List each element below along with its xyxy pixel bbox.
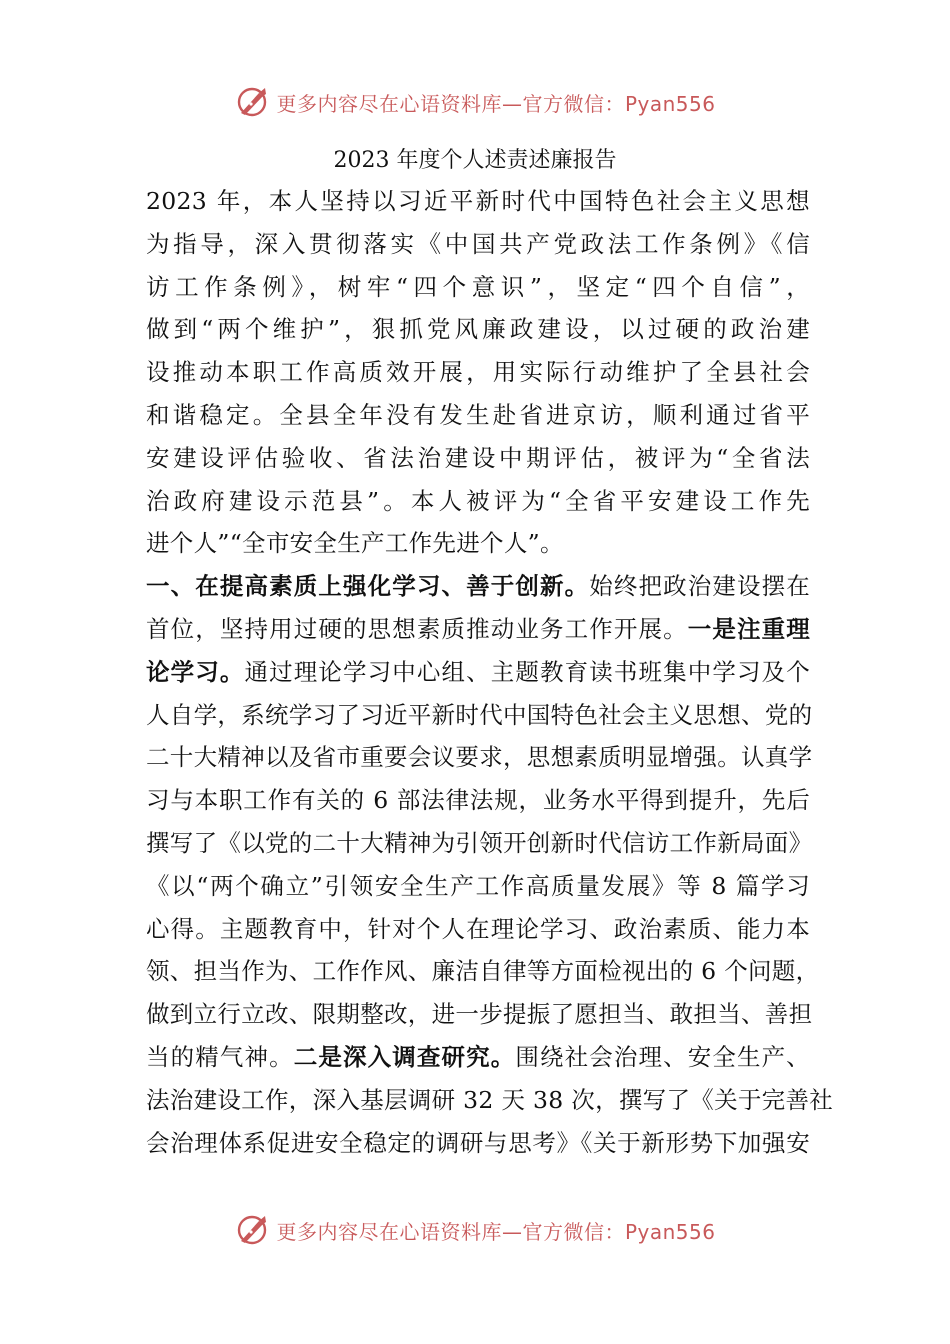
body-line (146, 308, 810, 351)
body-line (146, 522, 810, 565)
body-line (146, 736, 813, 779)
body-line (146, 565, 810, 608)
body-line (146, 394, 810, 437)
body-line (146, 694, 813, 737)
body-text-segment: 首位，坚持用过硬的思想素质推动业务工作开展。 (146, 614, 688, 643)
bold-heading-text: 二是深入调查研究。 (293, 1042, 516, 1071)
body-line (146, 779, 810, 822)
watermark-text: 更多内容尽在心语资料库—官方微信：Pyan556 (276, 1219, 716, 1244)
body-text-segment: 治政府建设示范县”。本人被评为“全省平安建设工作先 (146, 486, 810, 515)
body-line (146, 1036, 810, 1079)
body-text-segment: 习与本职工作有关的 6 部法律法规，业务水平得到提升，先后 (146, 786, 810, 815)
body-line (146, 651, 810, 694)
body-text-segment: 安建设评估验收、省法治建设中期评估，被评为“全省法 (146, 443, 810, 472)
body-line (146, 223, 810, 266)
body-text-segment: 始终把政治建设摆在 (589, 572, 811, 601)
document-title: 2023 年度个人述责述廉报告 (333, 148, 617, 173)
body-line (146, 480, 810, 523)
bold-heading-text: 一是注重理 (687, 614, 810, 643)
body-line (146, 1079, 834, 1122)
body-text-segment: 领、担当作为、工作作风、廉洁自律等方面检视出的 6 个问题， (146, 957, 820, 986)
watermark-text: 更多内容尽在心语资料库—官方微信：Pyan556 (276, 91, 716, 116)
body-text-segment: 当的精气神。 (146, 1042, 294, 1071)
body-text-segment: 撰写了《以党的二十大精神为引领开创新时代信访工作新局面》 (146, 828, 813, 857)
body-text-segment: 访工作条例》，树牢“四个意识”，坚定“四个自信”， (146, 272, 810, 301)
footer-watermark-banner (0, 1210, 950, 1250)
body-text-segment: 和谐稳定。全县全年没有发生赴省进京访，顺利通过省平 (146, 400, 810, 429)
body-line (146, 993, 813, 1036)
body-text-segment: 2023 年，本人坚持以习近平新时代中国特色社会主义思想 (146, 187, 810, 215)
report-body (146, 180, 834, 1164)
body-line (146, 950, 820, 993)
body-line (146, 608, 810, 651)
pen-nib-circle-icon (234, 84, 270, 120)
body-line (146, 865, 810, 908)
body-line (146, 1122, 810, 1165)
body-text-segment: 法治建设工作，深入基层调研 32 天 38 次，撰写了《关于完善社 (146, 1085, 834, 1114)
bold-heading-text: 一、在提高素质上强化学习、善于创新。 (146, 572, 590, 601)
body-text-segment: 人自学，系统学习了习近平新时代中国特色社会主义思想、党的 (146, 700, 813, 729)
body-line (146, 266, 810, 309)
body-text-segment: 围绕社会治理、安全生产、 (515, 1042, 810, 1071)
body-text-segment: 二十大精神以及省市重要会议要求，思想素质明显增强。认真学 (146, 743, 813, 772)
body-text-segment: 设推动本职工作高质效开展，用实际行动维护了全县社会 (146, 358, 810, 387)
body-line (146, 437, 810, 480)
body-text-segment: 做到立行立改、限期整改，进一步提振了愿担当、敢担当、善担 (146, 1000, 813, 1029)
body-text-segment: 会治理体系促进安全稳定的调研与思考》《关于新形势下加强安 (146, 1128, 810, 1157)
body-text-segment: 做到“两个维护”，狠抓党风廉政建设，以过硬的政治建 (146, 315, 810, 344)
body-text-segment: 进个人”“全市安全生产工作先进个人”。 (146, 529, 564, 558)
body-line (146, 908, 810, 951)
body-text-segment: 《以“两个确立”引领安全生产工作高质量发展》等 8 篇学习 (146, 871, 810, 900)
body-text-segment: 心得。主题教育中，针对个人在理论学习、政治素质、能力本 (146, 914, 810, 943)
bold-heading-text: 论学习。 (146, 657, 245, 686)
header-watermark-banner (0, 82, 950, 122)
pen-nib-circle-icon (234, 1212, 270, 1248)
body-line (146, 180, 810, 223)
body-line (146, 822, 813, 865)
body-text-segment: 通过理论学习中心组、主题教育读书班集中学习及个 (244, 657, 810, 686)
body-line (146, 351, 810, 394)
body-text-segment: 为指导，深入贯彻落实《中国共产党政法工作条例》《信 (146, 229, 810, 258)
